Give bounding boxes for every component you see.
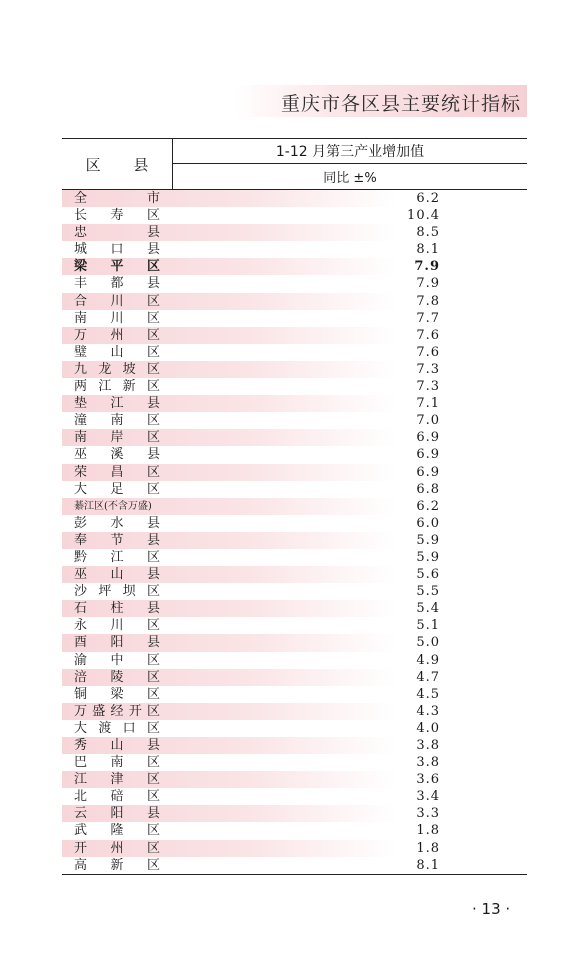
region-name: 石 柱 县 (74, 601, 160, 617)
growth-value: 10.4 (407, 208, 440, 224)
table-row (62, 464, 527, 481)
table-row (62, 737, 527, 754)
stats-table (62, 138, 527, 875)
table-row (62, 207, 527, 224)
table-row (62, 669, 527, 686)
table-row (62, 515, 527, 532)
growth-value: 7.0 (416, 413, 440, 429)
growth-value: 3.6 (416, 772, 440, 788)
table-row (62, 840, 527, 857)
region-name: 永 川 区 (74, 618, 160, 634)
region-name: 潼 南 区 (74, 413, 160, 429)
growth-value: 7.6 (416, 344, 440, 360)
table-row (62, 686, 527, 703)
header-unit: 同比 ±% (323, 171, 377, 186)
growth-value: 6.9 (416, 430, 440, 446)
growth-value: 7.9 (414, 259, 440, 275)
table-body (62, 190, 527, 874)
growth-value: 7.9 (416, 276, 440, 292)
growth-value: 7.3 (416, 361, 440, 377)
table-row (62, 857, 527, 874)
table-row (62, 788, 527, 805)
header-right (172, 139, 527, 189)
region-name: 巫 山 县 (74, 567, 160, 583)
region-name: 綦江区(不含万盛) (74, 500, 152, 512)
growth-value: 3.3 (416, 806, 440, 822)
growth-value: 5.9 (416, 532, 440, 548)
region-name: 大 足 区 (74, 481, 160, 497)
region-name: 荣 昌 区 (74, 464, 160, 480)
table-row (62, 344, 527, 361)
table-row (62, 583, 527, 600)
growth-value: 6.8 (416, 481, 440, 497)
table-row (62, 310, 527, 327)
growth-value: 7.3 (416, 379, 440, 395)
region-name: 梁 平 区 (74, 259, 160, 275)
growth-value: 5.1 (416, 618, 440, 634)
region-name: 巫 溪 县 (74, 447, 160, 463)
growth-value: 3.4 (416, 789, 440, 805)
table-row (62, 327, 527, 344)
growth-value: 6.2 (416, 498, 440, 514)
growth-value: 7.7 (416, 310, 440, 326)
growth-value: 6.2 (416, 191, 440, 206)
region-name: 大 渡 口 区 (74, 720, 160, 736)
region-name: 全 市 (74, 191, 160, 206)
header-indicator: 1-12 月第三产业增加值 (173, 139, 527, 164)
region-name: 铜 梁 区 (74, 686, 160, 702)
table-row (62, 361, 527, 378)
region-name: 南 岸 区 (74, 430, 160, 446)
growth-value: 3.8 (416, 738, 440, 753)
region-name: 高 新 区 (74, 857, 160, 873)
growth-value: 7.8 (416, 293, 440, 309)
table-header (62, 139, 527, 190)
table-row (62, 498, 527, 515)
table-row (62, 771, 527, 788)
region-name: 垫 江 县 (74, 396, 160, 412)
growth-value: 5.6 (416, 567, 440, 583)
growth-value: 8.5 (416, 225, 440, 241)
region-name: 江 津 区 (74, 772, 160, 788)
table-row (62, 566, 527, 583)
growth-value: 4.9 (416, 652, 440, 668)
growth-value: 8.1 (416, 857, 440, 873)
region-name: 丰 都 县 (74, 276, 160, 292)
growth-value: 7.1 (416, 396, 440, 412)
growth-value: 4.7 (416, 669, 440, 685)
table-row (62, 720, 527, 737)
title-band (235, 85, 527, 117)
growth-value: 6.9 (416, 447, 440, 463)
region-name: 彭 水 县 (74, 515, 160, 531)
growth-value: 1.8 (416, 840, 440, 856)
growth-value: 4.5 (416, 686, 440, 702)
region-name: 沙 坪 坝 区 (74, 584, 160, 600)
region-name: 万 盛 经 开 区 (74, 703, 160, 719)
region-name: 云 阳 县 (74, 806, 160, 822)
growth-value: 5.0 (416, 635, 440, 651)
table-row (62, 754, 527, 771)
table-row (62, 549, 527, 566)
region-name: 涪 陵 区 (74, 669, 160, 685)
header-region: 区 县 (85, 155, 163, 174)
region-name: 忠 县 (74, 225, 160, 241)
region-name: 巴 南 区 (74, 755, 160, 771)
table-row (62, 429, 527, 446)
growth-value: 6.9 (416, 464, 440, 480)
growth-value: 4.3 (416, 703, 440, 719)
region-name: 武 隆 区 (74, 823, 160, 839)
table-row (62, 412, 527, 429)
region-name: 酉 阳 县 (74, 635, 160, 651)
region-name: 璧 山 区 (74, 344, 160, 360)
growth-value: 5.9 (416, 549, 440, 565)
region-name: 渝 中 区 (74, 652, 160, 668)
page-title: 重庆市各区县主要统计指标 (280, 93, 521, 115)
table-row (62, 241, 527, 258)
growth-value: 1.8 (416, 823, 440, 839)
table-row (62, 617, 527, 634)
growth-value: 5.4 (416, 601, 440, 617)
region-name: 两 江 新 区 (74, 379, 160, 395)
table-row (62, 805, 527, 822)
page-number: · 13 · (472, 900, 511, 918)
table-row (62, 258, 527, 275)
region-name: 南 川 区 (74, 310, 160, 326)
growth-value: 8.1 (416, 242, 440, 258)
region-name: 长 寿 区 (74, 208, 160, 224)
table-row (62, 652, 527, 669)
growth-value: 4.0 (416, 720, 440, 736)
region-name: 奉 节 县 (74, 532, 160, 548)
region-name: 合 川 区 (74, 293, 160, 309)
growth-value: 3.8 (416, 755, 440, 771)
table-row (62, 703, 527, 720)
region-name: 黔 江 区 (74, 549, 160, 565)
table-row (62, 634, 527, 651)
table-row (62, 190, 527, 207)
table-row (62, 378, 527, 395)
region-name: 开 州 区 (74, 840, 160, 856)
table-row (62, 600, 527, 617)
table-row (62, 532, 527, 549)
table-row (62, 481, 527, 498)
table-row (62, 293, 527, 310)
region-name: 万 州 区 (74, 327, 160, 343)
table-row (62, 224, 527, 241)
table-row (62, 822, 527, 839)
region-name: 秀 山 县 (74, 738, 160, 753)
growth-value: 6.0 (416, 515, 440, 531)
growth-value: 5.5 (416, 584, 440, 600)
table-row (62, 446, 527, 463)
region-name: 城 口 县 (74, 242, 160, 258)
region-name: 九 龙 坡 区 (74, 361, 160, 377)
region-name: 北 碚 区 (74, 789, 160, 805)
table-row (62, 275, 527, 292)
growth-value: 7.6 (416, 327, 440, 343)
table-row (62, 395, 527, 412)
